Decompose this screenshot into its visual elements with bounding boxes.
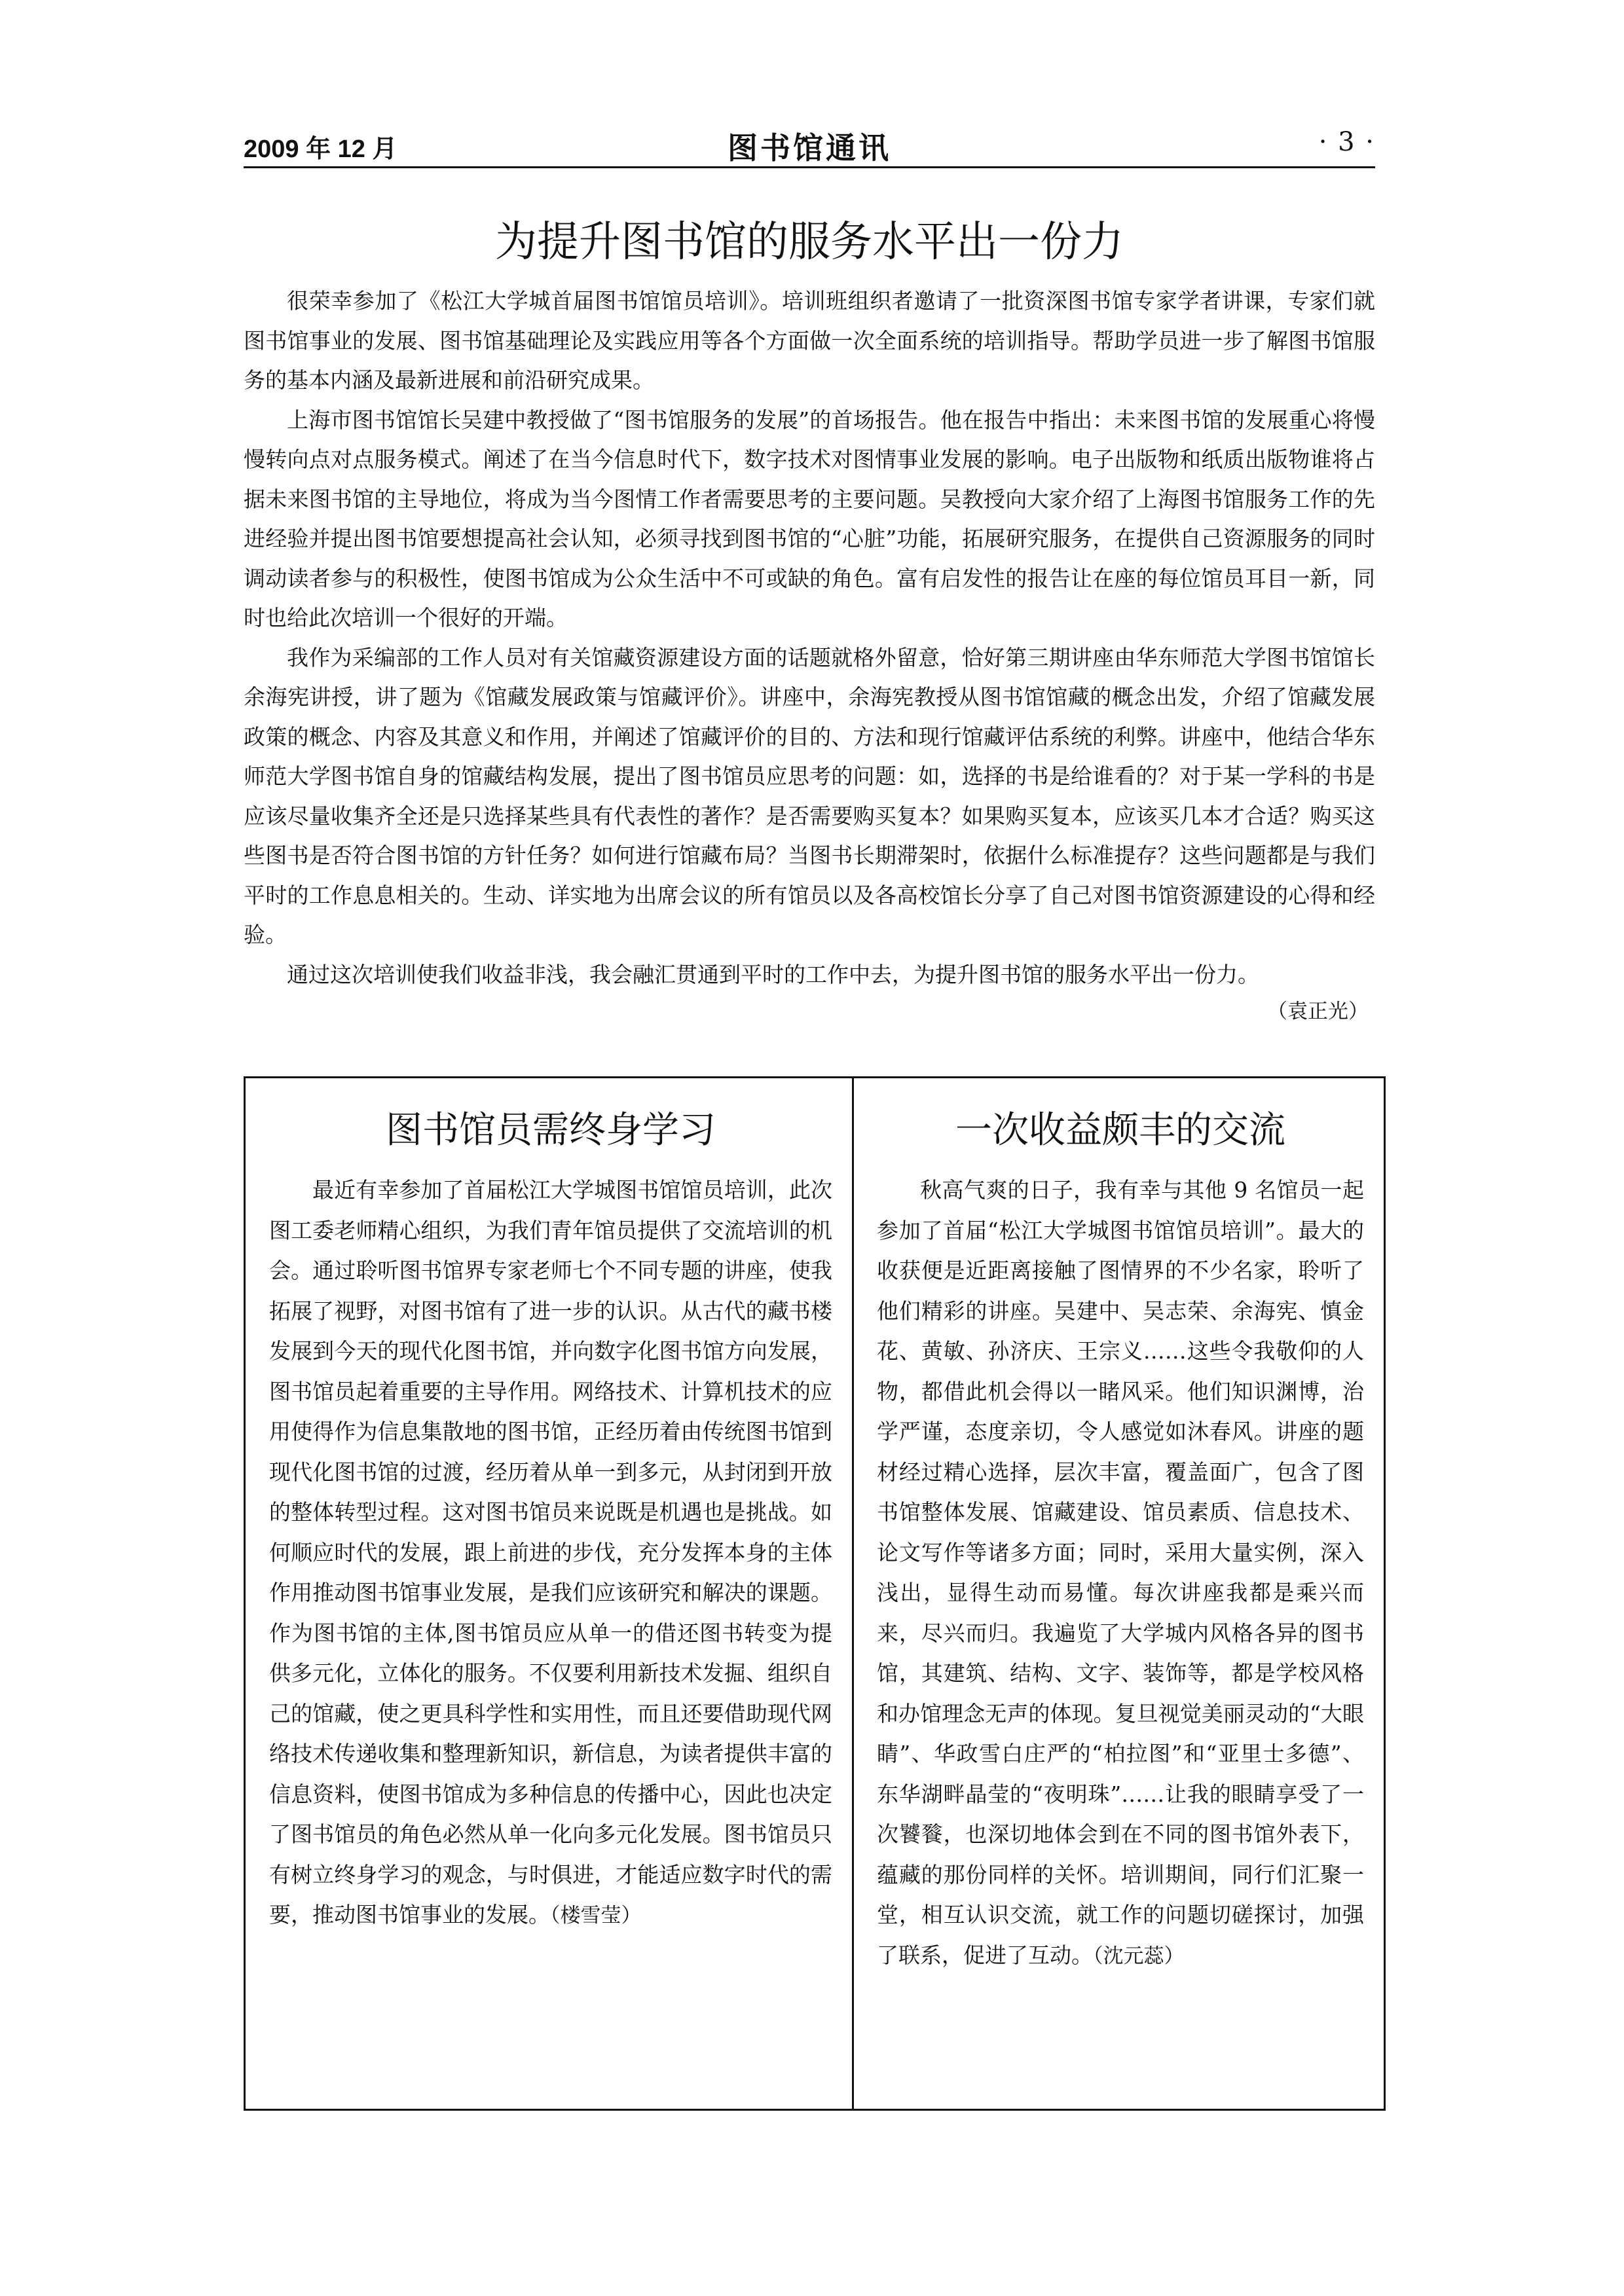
left-article-title: 图书馆员需终身学习	[386, 1109, 716, 1152]
main-article-author: （袁正光）	[1267, 1000, 1369, 1023]
page-number: · 3 ·	[1318, 127, 1375, 157]
left-article-author: （楼雪莹）	[550, 1904, 642, 1927]
main-paragraph-2: 上海市图书馆馆长吴建中教授做了“图书馆服务的发展”的首场报告。他在报告中指出：未来图书馆的发展重心将慢慢转向点对点服务模式。阐述了在当今信息时代下，数字技术对图情事业发展的影响。电子出版物和纸质出版物谁将占据未来图书馆的主导地位，将成为当今图情工作者需要思考的主要问题。吴教授向大家介绍了上海图书馆服务工作的先进经验并提出图书馆要想提高社会认知，必须寻找到图书馆的“心脏”功能，拓展研究服务，在提供自己资源服务的同时调动读者参与的积极性，使图书馆成为公众生活中不可或缺的角色。富有启发性的报告让在座的每位馆员耳目一新，同时也给此次培训一个很好的开端。	[244, 407, 1375, 630]
column-divider	[852, 1078, 854, 2109]
issue-date: 2009 年 12 月	[244, 136, 397, 163]
right-article	[877, 1103, 1364, 1977]
right-article-text: 秋高气爽的日子，我有幸与其他 9 名馆员一起参加了首届“松江大学城图书馆馆员培训”。最大的收获便是近距离接触了图情界的不少名家，聆听了他们精彩的讲座。吴建中、吴志荣、余海宪、慎金花、黄敏、孙济庆、王宗义……这些令我敬仰的人物，都借此机会得以一睹风采。他们知识渊博，治学严谨，态度亲切，令人感觉如沐春风。讲座的题材经过精心选择，层次丰富，覆盖面广，包含了图书馆整体发展、馆藏建设、馆员素质、信息技术、论文写作等诸多方面；同时，采用大量实例，深入浅出，显得生动而易懂。每次讲座我都是乘兴而来，尽兴而归。我遍览了大学城内风格各异的图书馆，其建筑、结构、文字、装饰等，都是学校风格和办馆理念无声的体现。复旦视觉美丽灵动的“大眼睛”、华政雪白庄严的“柏拉图”和“亚里士多德”、东华湖畔晶莹的“夜明珠”……让我的眼睛享受了一次饕餮，也深切地体会到在不同的图书馆外表下，蕴藏的那份同样的关怀。培训期间，同行们汇聚一堂，相互认识交流，就工作的问题切磋探讨，加强了联系，促进了互动。	[877, 1177, 1364, 1968]
left-article	[269, 1103, 832, 1937]
main-article-body	[244, 282, 1375, 1029]
right-article-body	[877, 1170, 1364, 1977]
page-header	[244, 124, 1375, 168]
main-article-title: 为提升图书馆的服务水平出一份力	[495, 218, 1124, 266]
journal-title: 图书馆通讯	[728, 130, 891, 166]
right-article-title: 一次收益颇丰的交流	[955, 1109, 1285, 1152]
main-paragraph-1: 很荣幸参加了《松江大学城首届图书馆馆员培训》。培训班组织者邀请了一批资深图书馆专家学者讲课，专家们就图书馆事业的发展、图书馆基础理论及实践应用等各个方面做一次全面系统的培训指导。帮助学员进一步了解图书馆服务的基本内涵及最新进展和前沿研究成果。	[244, 288, 1375, 393]
right-article-author: （沈元蕊）	[1093, 1944, 1185, 1968]
main-paragraph-3: 我作为采编部的工作人员对有关馆藏资源建设方面的话题就格外留意，恰好第三期讲座由华东师范大学图书馆馆长余海宪讲授，讲了题为《馆藏发展政策与馆藏评价》。讲座中，余海宪教授从图书馆馆藏的概念出发，介绍了馆藏发展政策的概念、内容及其意义和作用，并阐述了馆藏评价的目的、方法和现行馆藏评估系统的利弊。讲座中，他结合华东师范大学图书馆自身的馆藏结构发展，提出了图书馆员应思考的问题：如，选择的书是给谁看的？对于某一学科的书是应该尽量收集齐全还是只选择某些具有代表性的著作？是否需要购买复本？如果购买复本，应该买几本才合适？购买这些图书是否符合图书馆的方针任务？如何进行馆藏布局？当图书长期滞架时，依据什么标准提存？这些问题都是与我们平时的工作息息相关的。生动、详实地为出席会议的所有馆员以及各高校馆长分享了自己对图书馆资源建设的心得和经验。	[244, 644, 1375, 947]
left-article-text: 最近有幸参加了首届松江大学城图书馆馆员培训，此次图工委老师精心组织，为我们青年馆员提供了交流培训的机会。通过聆听图书馆界专家老师七个不同专题的讲座，使我拓展了视野，对图书馆有了进一步的认识。从古代的藏书楼发展到今天的现代化图书馆，并向数字化图书馆方向发展，图书馆员起着重要的主导作用。网络技术、计算机技术的应用使得作为信息集散地的图书馆，正经历着由传统图书馆到现代化图书馆的过渡，经历着从单一到多元，从封闭到开放的整体转型过程。这对图书馆员来说既是机遇也是挑战。如何顺应时代的发展，跟上前进的步伐，充分发挥本身的主体作用推动图书馆事业发展，是我们应该研究和解决的课题。作为图书馆的主体,图书馆员应从单一的借还图书转变为提供多元化，立体化的服务。不仅要利用新技术发掘、组织自己的馆藏，使之更具科学性和实用性，而且还要借助现代网络技术传递收集和整理新知识，新信息，为读者提供丰富的信息资料，使图书馆成为多种信息的传播中心，因此也决定了图书馆员的角色必然从单一化向多元化发展。图书馆员只有树立终身学习的观念，与时俱进，才能适应数字时代的需要，推动图书馆事业的发展。	[269, 1177, 832, 1927]
main-paragraph-4: 通过这次培训使我们收益非浅，我会融汇贯通到平时的工作中去，为提升图书馆的服务水平出一份力。	[287, 961, 1259, 987]
boxed-articles	[244, 1076, 1386, 2111]
left-article-body	[269, 1170, 832, 1937]
